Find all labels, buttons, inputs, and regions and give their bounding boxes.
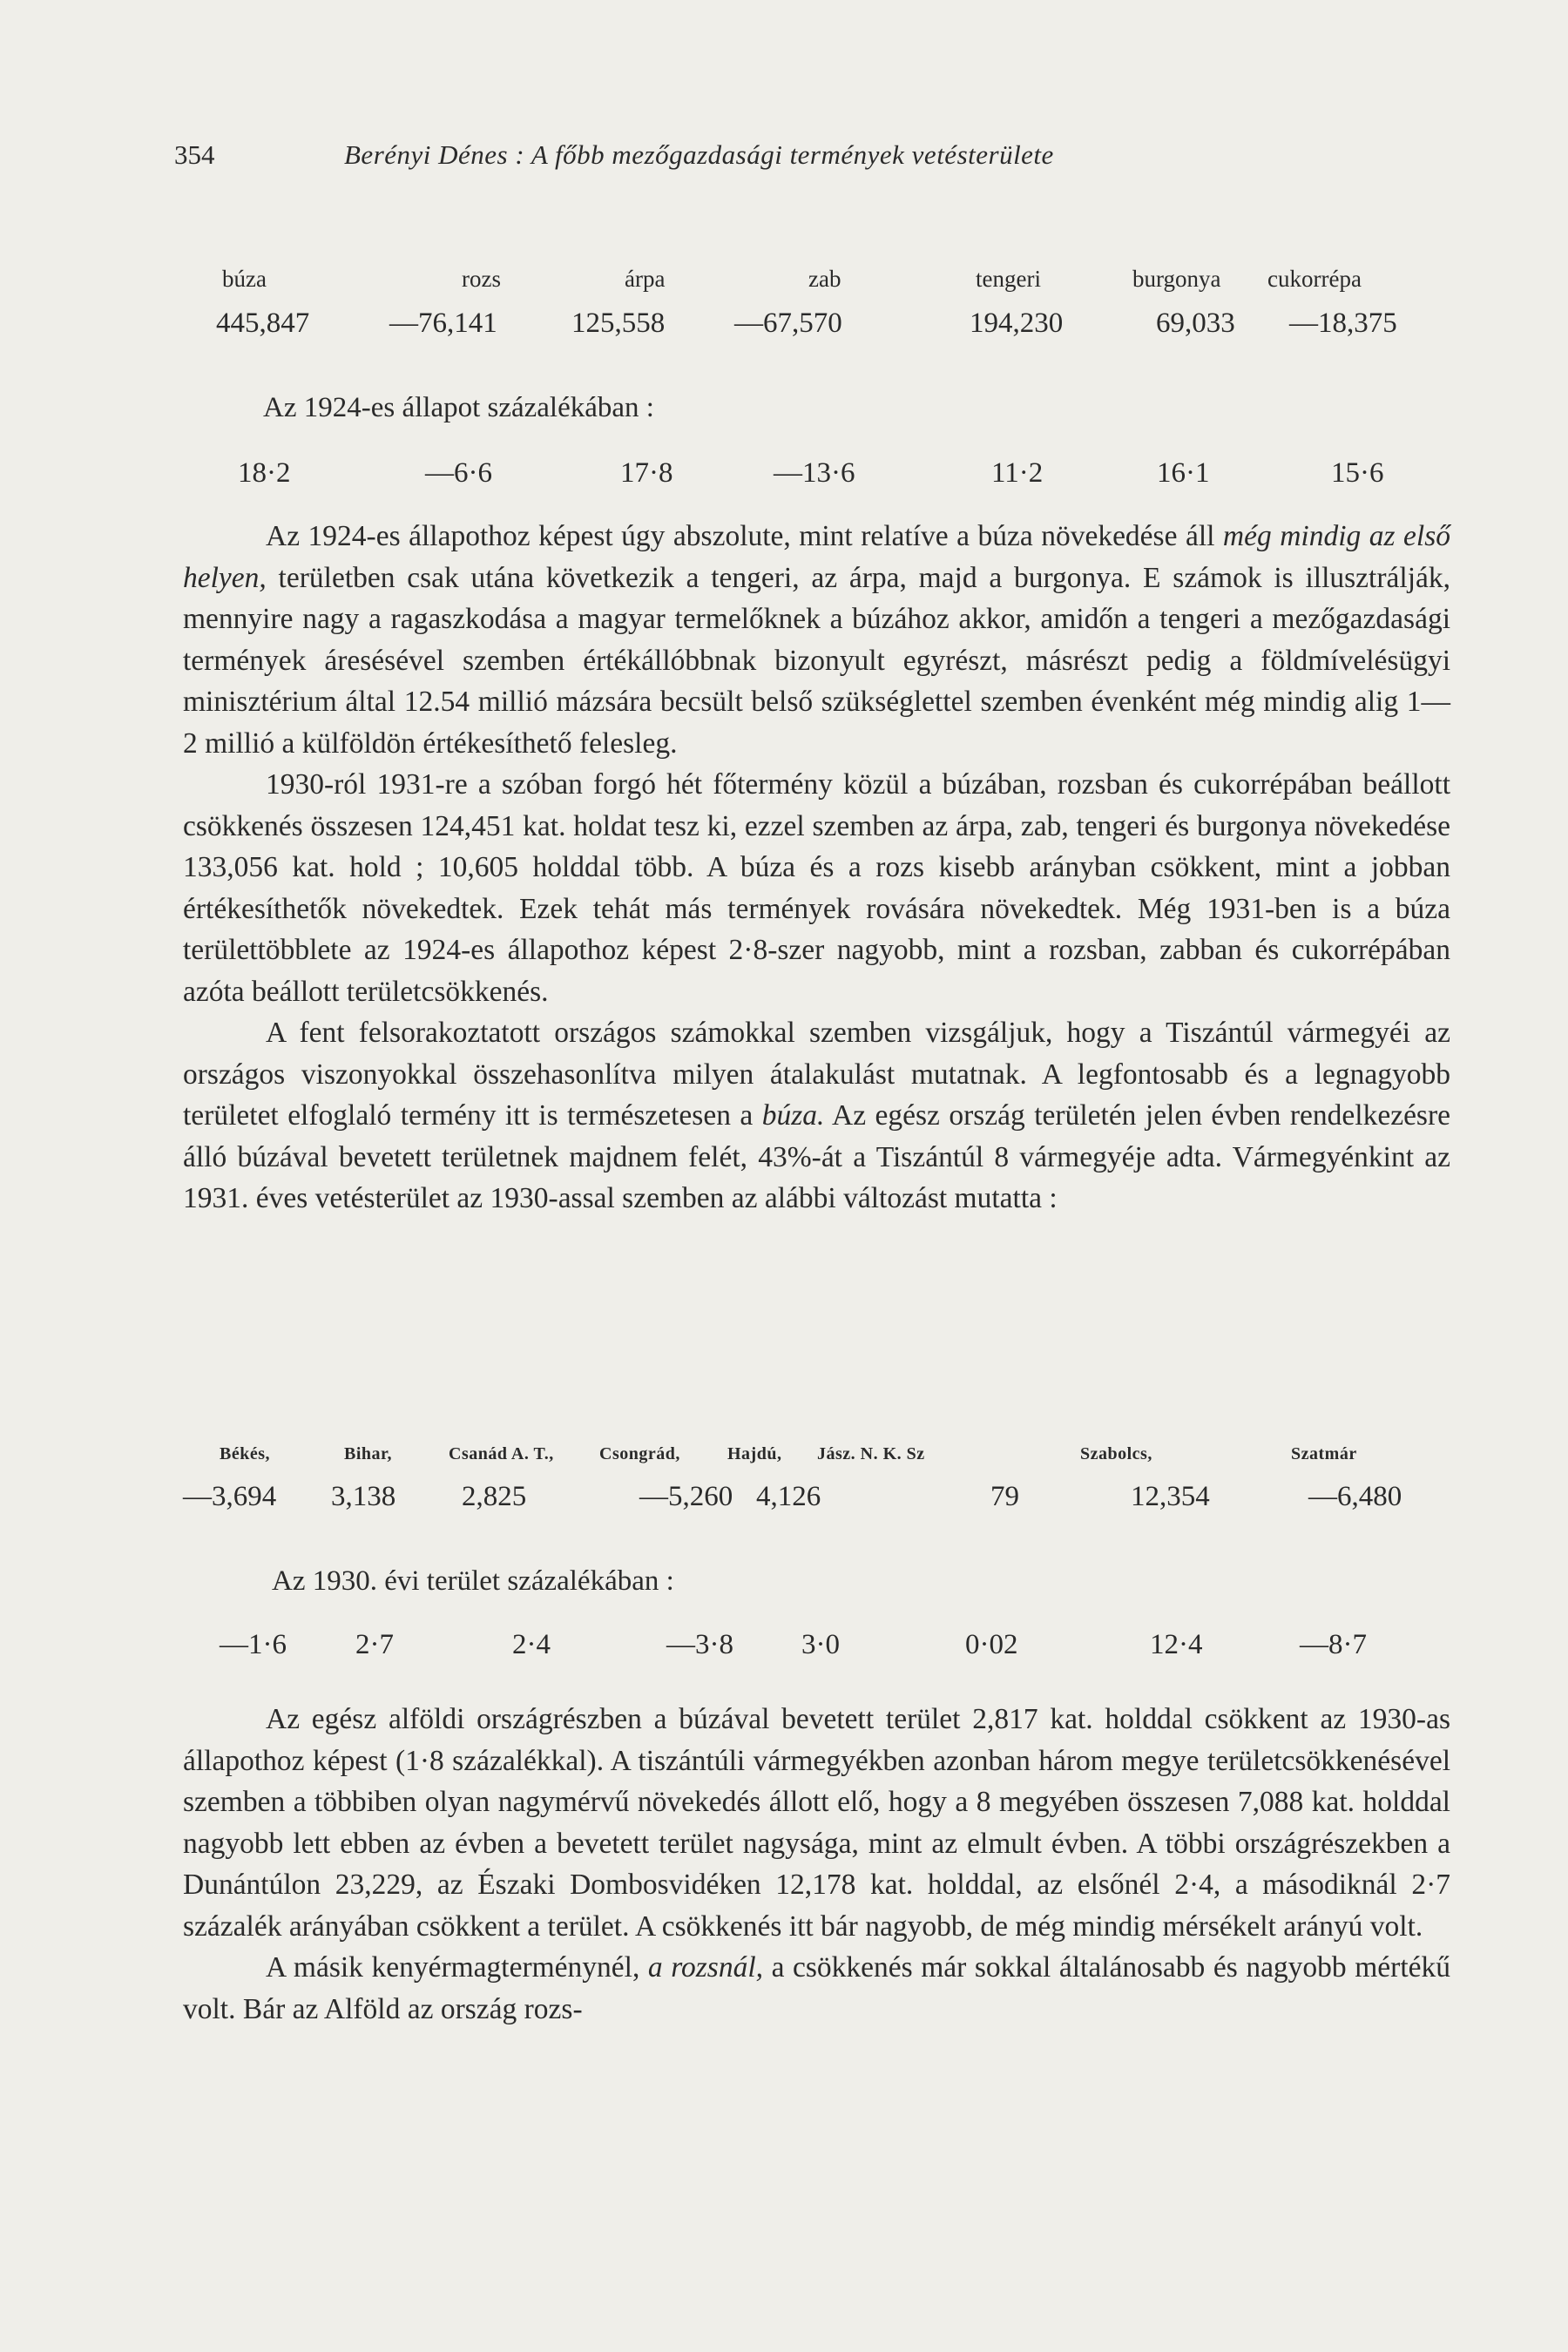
value-cell: 18·2 xyxy=(238,457,291,489)
subheading: Az 1930. évi terület százalékában : xyxy=(272,1565,674,1597)
value-cell: 2·4 xyxy=(512,1629,551,1660)
col-header: rozs xyxy=(462,266,501,292)
text-run: Az egész ország területén jelen évben rendelkezésre álló búzával bevetett területnek majdnem felét, 43%-át a Tiszántúl 8 vármegyéje adta. Vármegyénkint az 1931. éves vetésterület az 1930-assal szemben az alábbi változást mutatta : xyxy=(183,1099,1450,1214)
paragraph xyxy=(183,1012,1450,1220)
table-value-row xyxy=(183,457,1450,501)
text-run: Az 1924-es állapothoz képest úgy abszolute, mint relatíve a búza növekedése áll xyxy=(266,520,1223,552)
value-cell: 17·8 xyxy=(620,457,673,489)
value-cell: 125,558 xyxy=(571,308,666,339)
italic-run: még mindig az első helyen, xyxy=(183,520,1451,594)
col-header: zab xyxy=(808,266,841,292)
table-value-row xyxy=(183,1629,1450,1673)
table-header-row xyxy=(183,1444,1450,1481)
value-cell: 3,138 xyxy=(331,1481,396,1512)
value-cell: —18,375 xyxy=(1289,308,1397,339)
italic-run: a rozsnál, xyxy=(647,1951,764,1984)
text-run: A fent felsorakoztatott országos számokkal szemben vizsgáljuk, hogy a Tiszántúl vármegyéi az országos viszonyokkal összehasonlítva milyen átalakulást mutatnak. A legfontosabb és a legnagyobb területet elfoglaló termény itt is természetesen a xyxy=(183,1017,1450,1132)
col-header: Békés, xyxy=(220,1444,270,1463)
value-cell: 445,847 xyxy=(216,308,310,339)
col-header: Jász. N. K. Sz xyxy=(817,1444,925,1463)
col-header: Csongrád, xyxy=(599,1444,680,1463)
subheading: Az 1924-es állapot százalékában : xyxy=(263,392,654,423)
col-header: cukorrépa xyxy=(1267,266,1362,292)
value-cell: 11·2 xyxy=(991,457,1044,489)
value-cell: 16·1 xyxy=(1157,457,1210,489)
value-cell: 15·6 xyxy=(1331,457,1384,489)
col-header: burgonya xyxy=(1132,266,1221,292)
value-cell: 69,033 xyxy=(1156,308,1235,339)
value-cell: 12·4 xyxy=(1150,1629,1203,1660)
text-run: A másik kenyérmagterménynél, xyxy=(266,1951,648,1984)
col-header: Szabolcs, xyxy=(1080,1444,1152,1463)
col-header: búza xyxy=(222,266,267,292)
paragraph xyxy=(183,516,1450,764)
value-cell: —6·6 xyxy=(425,457,492,489)
table-value-row xyxy=(183,308,1450,351)
county-change-table xyxy=(183,1444,1450,1524)
italic-run: búza. xyxy=(761,1099,825,1132)
value-cell: 3·0 xyxy=(801,1629,840,1660)
col-header: tengeri xyxy=(976,266,1041,292)
value-cell: 194,230 xyxy=(970,308,1064,339)
value-cell: —67,570 xyxy=(734,308,842,339)
value-cell: 2·7 xyxy=(355,1629,394,1660)
running-title: Berényi Dénes : A főbb mezőgazdasági termények vetésterülete xyxy=(344,139,1054,170)
percentage-row-table xyxy=(183,457,1450,501)
value-cell: 0·02 xyxy=(965,1629,1018,1660)
county-percentage-table xyxy=(183,1629,1450,1673)
body-text-2 xyxy=(183,1699,1450,2030)
col-header: Hajdú, xyxy=(727,1444,782,1463)
value-cell: —6,480 xyxy=(1308,1481,1402,1512)
col-header: árpa xyxy=(625,266,666,292)
value-cell: —3,694 xyxy=(183,1481,277,1512)
paragraph xyxy=(183,1947,1450,2030)
text-run: a csökkenés már sokkal általánosabb és nagyobb mértékű volt. Bár az Alföld az ország rozs- xyxy=(183,1951,1450,2025)
value-cell: 4,126 xyxy=(756,1481,821,1512)
text-run: területben csak utána következik a tengeri, az árpa, majd a burgonya. E számok is illusztrálják, mennyire nagy a ragaszkodása a magyar termelőknek a búzához akkor, amidőn a tengeri a mezőgazdasági termények áresésével szemben értékállóbbnak bizonyult egyrészt, másrészt pedig a földmívelésügyi minisztérium által 12.54 millió mázsára becsült belső szükséglettel szemben évenként még mindig alig 1—2 millió a külföldön értékesíthető felesleg. xyxy=(183,561,1450,760)
paragraph: Az egész alföldi országrészben a búzával bevetett terület 2,817 kat. holddal csökkent az 1930-as állapothoz képest (1·8 százalékkal). A tiszántúli vármegyékben azonban három megye területcsökkenésével szemben a többiben olyan nagymérvű növekedés állott elő, hogy a 8 megyében összesen 7,088 kat. holddal nagyobb lett ebben az évben a bevetett terület nagysága, mint az elmult évben. A többi országrészekben a Dunántúlon 23,229, az Északi Dombosvidéken 12,178 kat. holddal, az elsőnél 2·4, a másodiknál 2·7 százalék arányában csökkent a terület. A csökkenés itt bár nagyobb, de még mindig mérsékelt arányú volt. xyxy=(183,1703,1450,1943)
crop-change-table xyxy=(183,266,1450,351)
paragraph: 1930-ról 1931-re a szóban forgó hét főtermény közül a búzában, rozsban és cukorrépában beállott csökkenés összesen 124,451 kat. holdat tesz ki, ezzel szemben az árpa, zab, tengeri és burgonya növekedése 133,056 kat. hold ; 10,605 holddal több. A búza és a rozs kisebb arányban csökkent, mint a jobban értékesíthetők növekedtek. Ezek tehát más termények rovására növekedtek. Még 1931-ben is a búza területtöbblete az 1924-es állapothoz képest 2·8-szer nagyobb, mint a rozsban, zabban és cukorrépában azóta beállott területcsökkenés. xyxy=(183,768,1450,1008)
value-cell: 12,354 xyxy=(1131,1481,1210,1512)
value-cell: —13·6 xyxy=(774,457,855,489)
value-cell: 79 xyxy=(990,1481,1019,1512)
value-cell: —76,141 xyxy=(389,308,497,339)
col-header: Bihar, xyxy=(344,1444,393,1463)
value-cell: 2,825 xyxy=(462,1481,527,1512)
value-cell: —5,260 xyxy=(639,1481,733,1512)
value-cell: —8·7 xyxy=(1300,1629,1367,1660)
body-text-1 xyxy=(183,516,1450,1220)
col-header: Csanád A. T., xyxy=(449,1444,554,1463)
value-cell: —3·8 xyxy=(666,1629,733,1660)
value-cell: —1·6 xyxy=(220,1629,287,1660)
page-number: 354 xyxy=(174,139,215,170)
table-value-row xyxy=(183,1481,1450,1524)
table-header-row xyxy=(183,266,1450,309)
col-header: Szatmár xyxy=(1291,1444,1357,1463)
